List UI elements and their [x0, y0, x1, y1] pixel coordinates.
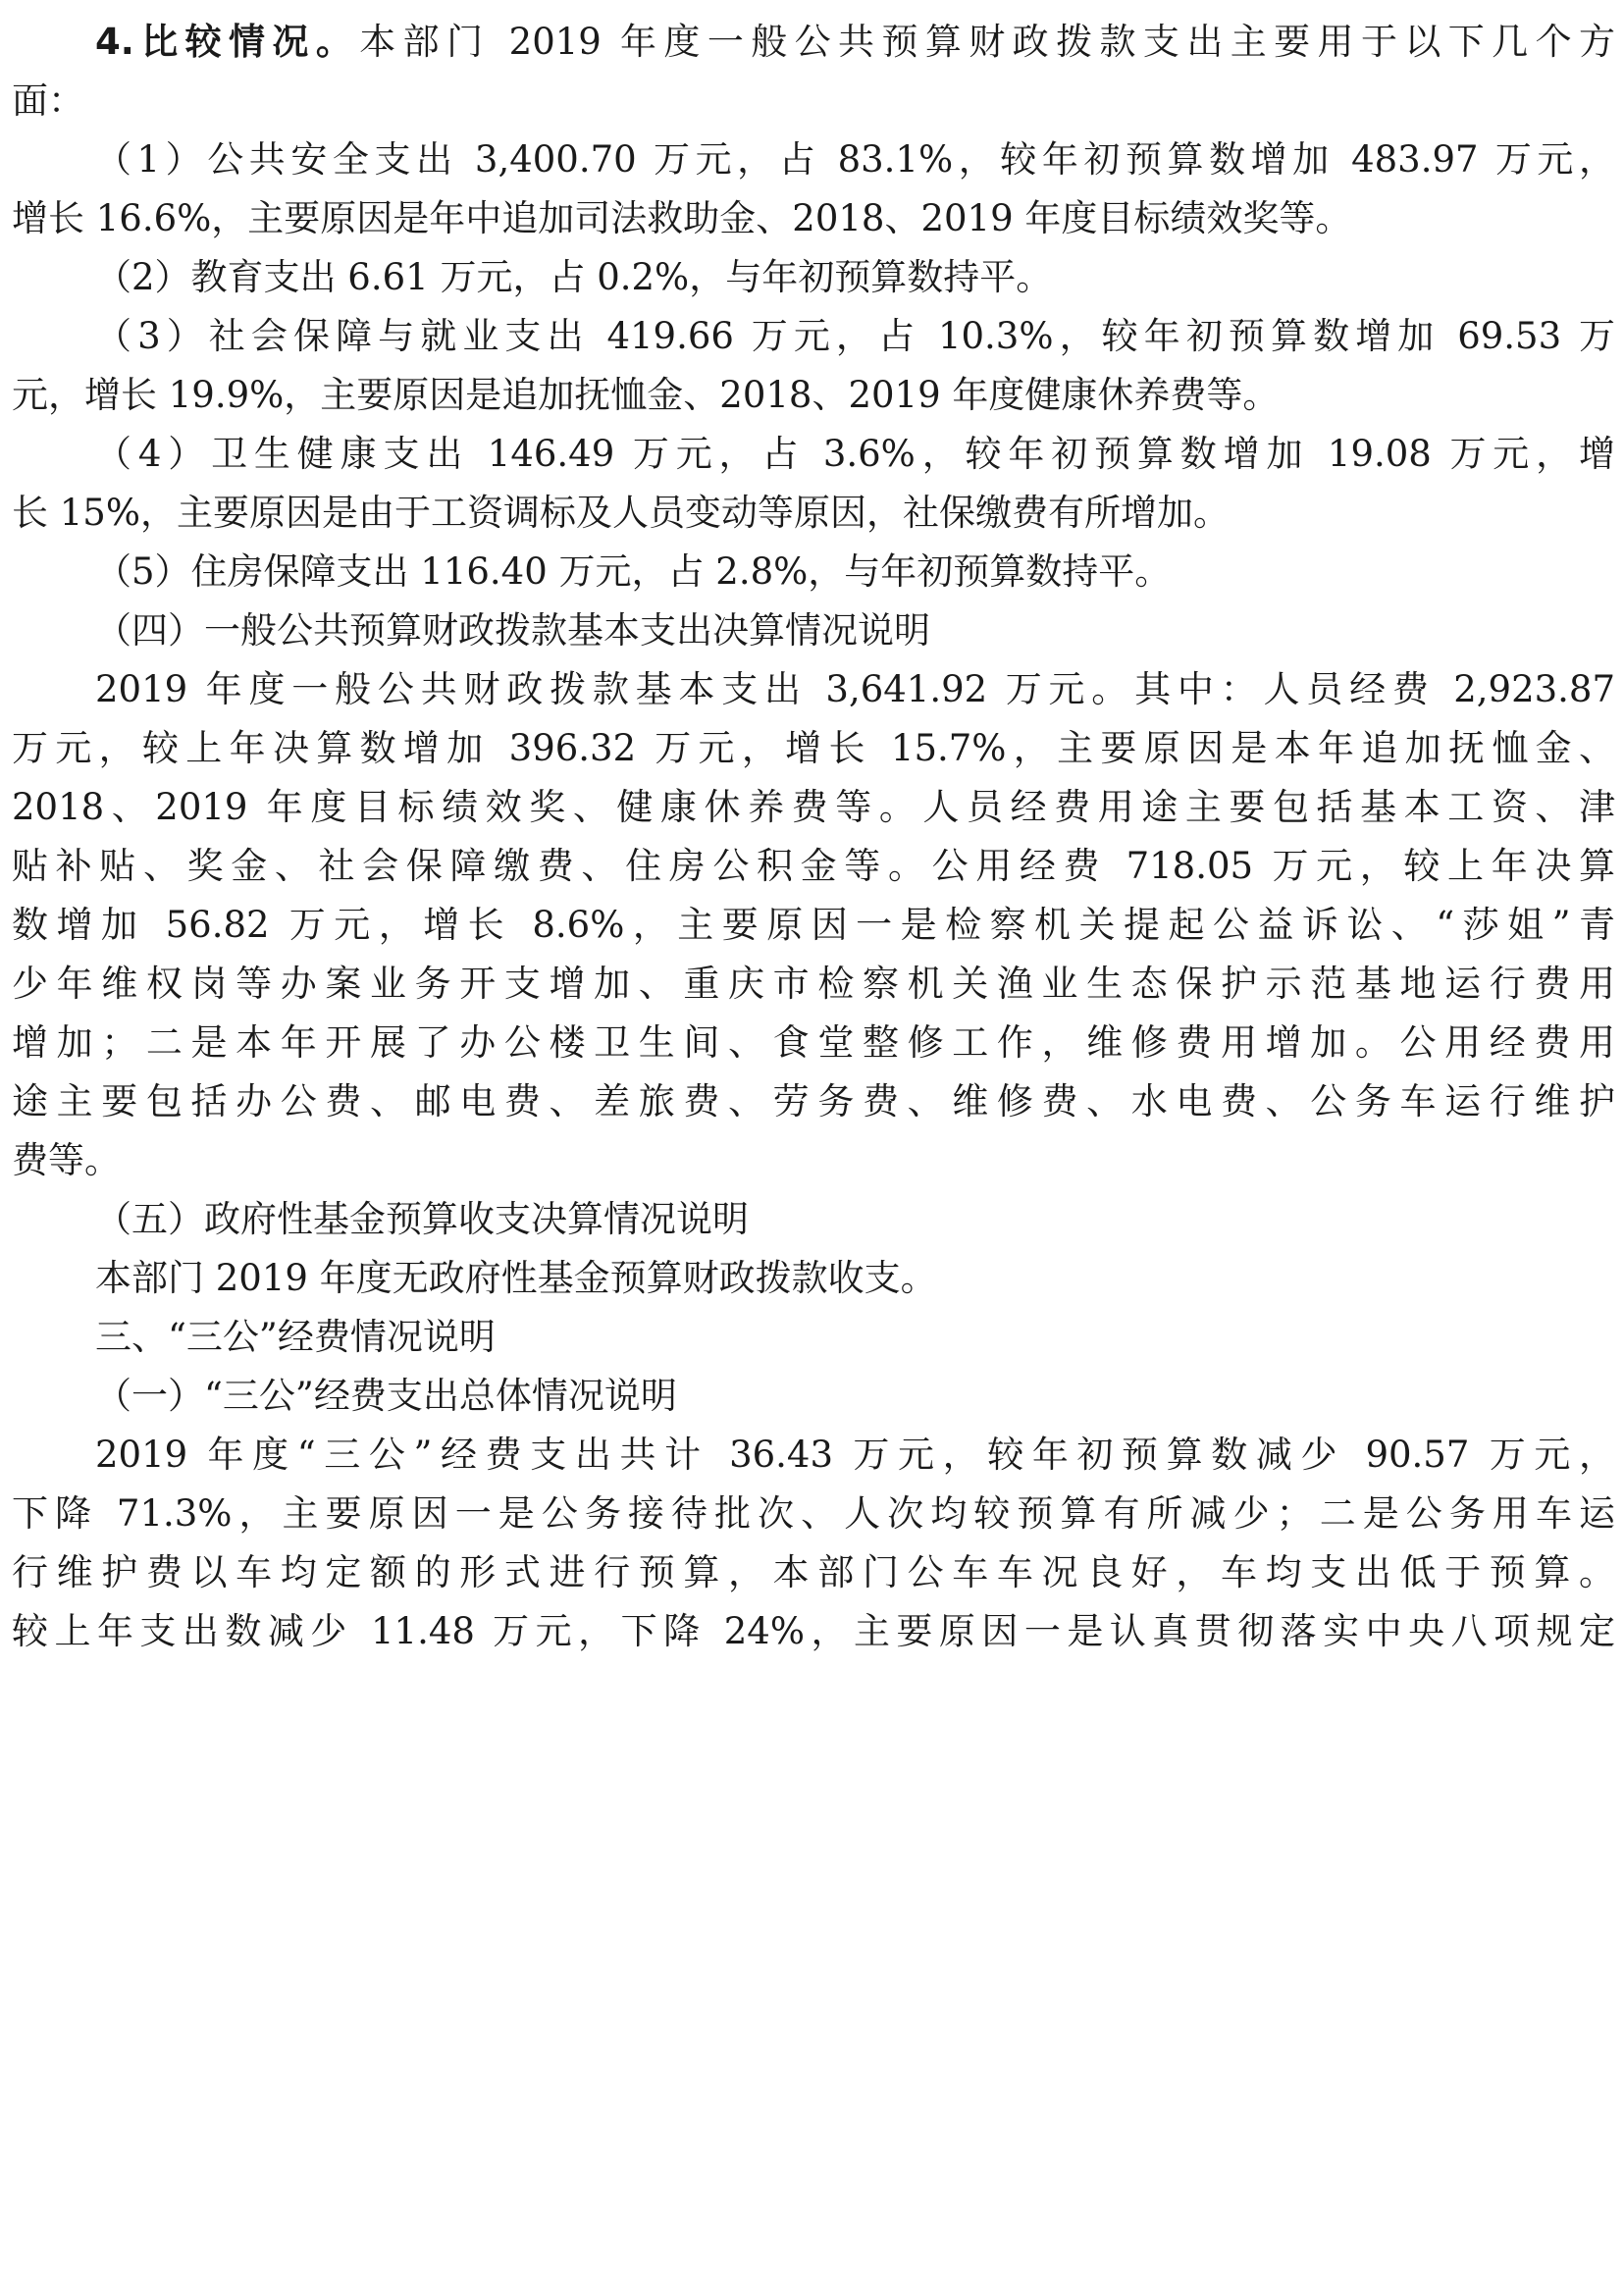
list-item-education: （2）教育支出 6.61 万元，占 0.2%，与年初预算数持平。 [95, 256, 1053, 298]
paragraph-line: 2018、2019 年度目标绩效奖、健康休养费等。人员经费用途主要包括基本工资、津 [12, 786, 1615, 828]
list-item-health: （4）卫生健康支出 146.49 万元，占 3.6%，较年初预算数增加 19.08 万元，增 [95, 433, 1615, 475]
paragraph-line: 2019 年度“三公”经费支出共计 36.43 万元，较年初预算数减少 90.57 万元， [95, 1434, 1615, 1476]
paragraph-line: 数增加 56.82 万元，增长 8.6%，主要原因一是检察机关提起公益诉讼、“莎姐”青 [12, 904, 1615, 946]
section-heading-government-fund: （五）政府性基金预算收支决算情况说明 [95, 1198, 749, 1240]
paragraph-line: 行维护费以车均定额的形式进行预算，本部门公车车况良好，车均支出低于预算。 [12, 1551, 1615, 1593]
list-item-social-security: （3）社会保障与就业支出 419.66 万元，占 10.3%，较年初预算数增加 69.53 万 [95, 315, 1615, 357]
paragraph-line: 2019 年度一般公共财政拨款基本支出 3,641.92 万元。其中：人员经费 2,923.87 [95, 668, 1615, 710]
paragraph-line: 元，增长 19.9%，主要原因是追加抚恤金、2018、2019 年度健康休养费等。 [12, 374, 1280, 416]
section-heading-three-public: 三、“三公”经费情况说明 [95, 1316, 496, 1358]
paragraph-line: 面： [12, 79, 84, 122]
paragraph-line: 较上年支出数减少 11.48 万元，下降 24%，主要原因一是认真贯彻落实中央八项规定 [12, 1610, 1615, 1652]
heading-label: 4.比较情况。 [95, 21, 360, 63]
heading-comparison [95, 18, 1615, 71]
paragraph-line: 少年维权岗等办案业务开支增加、重庆市检察机关渔业生态保护示范基地运行费用 [12, 963, 1615, 1005]
paragraph-line: 费等。 [12, 1139, 121, 1181]
list-item-public-security: （1）公共安全支出 3,400.70 万元，占 83.1%，较年初预算数增加 483.97 万元， [95, 138, 1615, 181]
paragraph-line: 长 15%，主要原因是由于工资调标及人员变动等原因，社保缴费有所增加。 [12, 492, 1230, 534]
section-heading-basic-expenditure: （四）一般公共预算财政拨款基本支出决算情况说明 [95, 609, 930, 652]
paragraph-line: 本部门 2019 年度无政府性基金预算财政拨款收支。 [95, 1257, 937, 1299]
paragraph-line: 万元，较上年决算数增加 396.32 万元，增长 15.7%，主要原因是本年追加抚恤金、 [12, 727, 1615, 769]
paragraph-line: 增长 16.6%，主要原因是年中追加司法救助金、2018、2019 年度目标绩效奖等。 [12, 197, 1352, 239]
subsection-heading-overall: （一）“三公”经费支出总体情况说明 [95, 1375, 677, 1417]
paragraph-line: 增加；二是本年开展了办公楼卫生间、食堂整修工作，维修费用增加。公用经费用 [12, 1021, 1615, 1064]
paragraph-line: 下降 71.3%，主要原因一是公务接待批次、人次均较预算有所减少；二是公务用车运 [12, 1492, 1615, 1535]
list-item-housing: （5）住房保障支出 116.40 万元，占 2.8%，与年初预算数持平。 [95, 550, 1172, 593]
paragraph-line: 途主要包括办公费、邮电费、差旅费、劳务费、维修费、水电费、公务车运行维护 [12, 1080, 1615, 1122]
paragraph-line: 贴补贴、奖金、社会保障缴费、住房公积金等。公用经费 718.05 万元，较上年决算 [12, 845, 1615, 887]
paragraph-text: 本部门 2019 年度一般公共预算财政拨款支出主要用于以下几个方 [359, 21, 1615, 63]
